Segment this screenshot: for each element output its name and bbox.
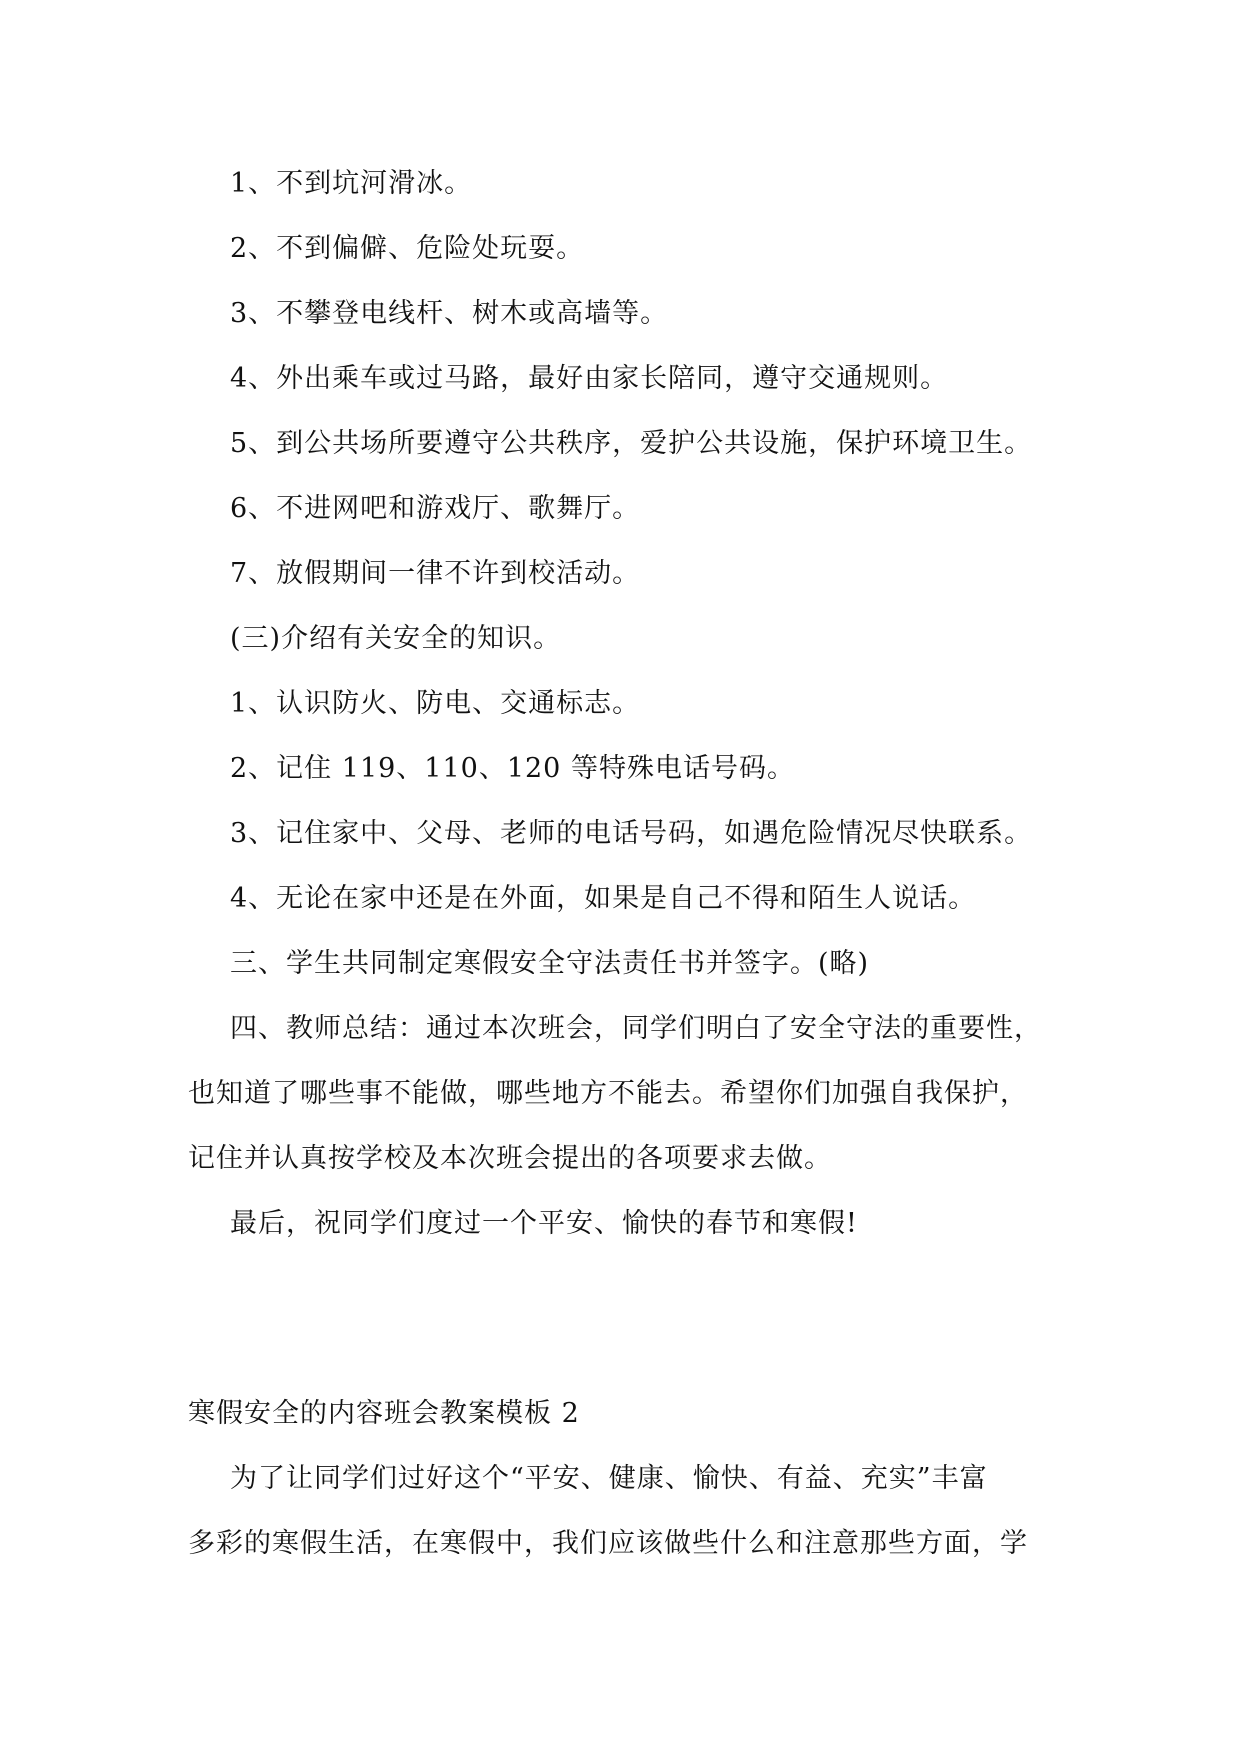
document-title: 寒假安全的内容班会教案模板 2 bbox=[188, 1398, 580, 1429]
paragraph-line: 多彩的寒假生活，在寒假中，我们应该做些什么和注意那些方面，学 bbox=[188, 1528, 1028, 1559]
paragraph-line: 1、不到坑河滑冰。 bbox=[230, 168, 473, 199]
paragraph-line: 最后，祝同学们度过一个平安、愉快的春节和寒假! bbox=[230, 1208, 858, 1239]
paragraph-line: 记住并认真按学校及本次班会提出的各项要求去做。 bbox=[188, 1143, 832, 1174]
paragraph-line: 4、外出乘车或过马路，最好由家长陪同，遵守交通规则。 bbox=[230, 363, 949, 394]
paragraph-line: 3、记住家中、父母、老师的电话号码，如遇危险情况尽快联系。 bbox=[230, 818, 1033, 849]
paragraph-line: 7、放假期间一律不许到校活动。 bbox=[230, 558, 641, 589]
paragraph-line: 3、不攀登电线杆、树木或高墙等。 bbox=[230, 298, 669, 329]
paragraph-line: 三、学生共同制定寒假安全守法责任书并签字。(略) bbox=[230, 948, 870, 979]
paragraph-line: 5、到公共场所要遵守公共秩序，爱护公共设施，保护环境卫生。 bbox=[230, 428, 1033, 459]
paragraph-line: 四、教师总结：通过本次班会，同学们明白了安全守法的重要性， bbox=[230, 1013, 1042, 1044]
paragraph-line: 2、不到偏僻、危险处玩耍。 bbox=[230, 233, 585, 264]
paragraph-line: 2、记住 119、110、120 等特殊电话号码。 bbox=[230, 753, 795, 784]
paragraph-line: 为了让同学们过好这个“平安、健康、愉快、有益、充实”丰富 bbox=[230, 1463, 988, 1494]
paragraph-line: 1、认识防火、防电、交通标志。 bbox=[230, 688, 641, 719]
section-heading: (三)介绍有关安全的知识。 bbox=[230, 623, 562, 654]
paragraph-line: 4、无论在家中还是在外面，如果是自己不得和陌生人说话。 bbox=[230, 883, 977, 914]
paragraph-line: 6、不进网吧和游戏厅、歌舞厅。 bbox=[230, 493, 641, 524]
paragraph-line: 也知道了哪些事不能做，哪些地方不能去。希望你们加强自我保护， bbox=[188, 1078, 1028, 1109]
